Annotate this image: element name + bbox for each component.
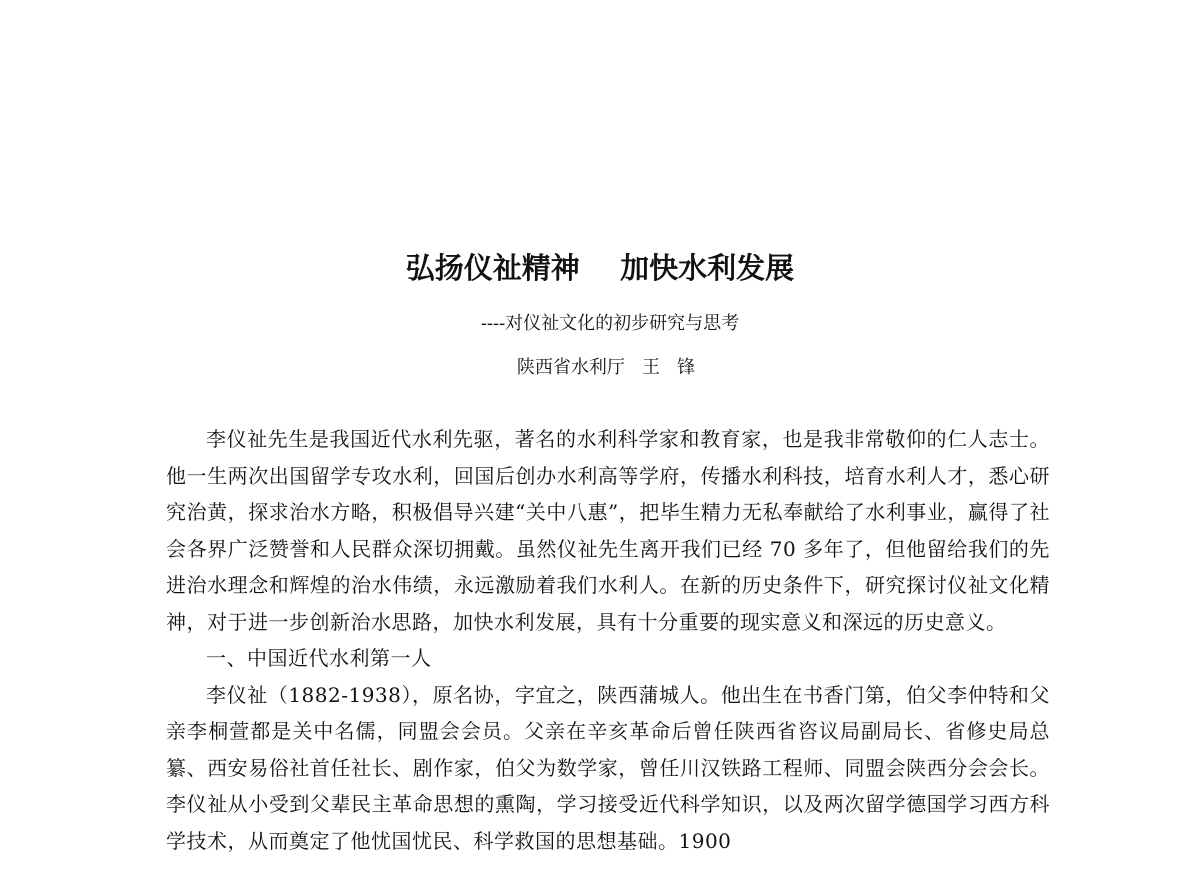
article-title: 弘扬仪祉精神 加快水利发展: [405, 251, 795, 285]
author-line: 陕西省水利厅 王 锋: [516, 357, 696, 378]
article-subtitle: ----对仪祉文化的初步研究与思考: [480, 313, 740, 334]
section-heading: 一、中国近代水利第一人: [206, 646, 432, 670]
article-body: [166, 421, 1050, 859]
section-paragraph: 李仪祉（1882-1938），原名协，字宜之，陕西蒲城人。他出生在书香门第，伯父李仲特和父亲李桐萱都是关中名儒，同盟会会员。父亲在辛亥革命后曾任陕西省咨议局副局长、省修史局总纂、西安易俗社首任社长、剧作家，伯父为数学家，曾任川汉铁路工程师、同盟会陕西分会会长。李仪祉从小受到父辈民主革命思想的熏陶，学习接受近代科学知识，以及两次留学德国学习西方科学技术，从而奠定了他忧国忧民、科学救国的思想基础。1900: [166, 682, 1050, 853]
intro-paragraph: 李仪祉先生是我国近代水利先驱，著名的水利科学家和教育家，也是我非常敬仰的仁人志士。他一生两次出国留学专攻水利，回国后创办水利高等学府，传播水利科技，培育水利人才，悉心研究治黄，探求治水方略，积极倡导兴建“关中八惠”，把毕生精力无私奉献给了水利事业，赢得了社会各界广泛赞誉和人民群众深切拥戴。虽然仪祉先生离开我们已经 70 多年了，但他留给我们的先进治水理念和辉煌的治水伟绩，永远激励着我们水利人。在新的历史条件下，研究探讨仪祉文化精神，对于进一步创新治水思路，加快水利发展，具有十分重要的现实意义和深远的历史意义。: [166, 427, 1050, 634]
